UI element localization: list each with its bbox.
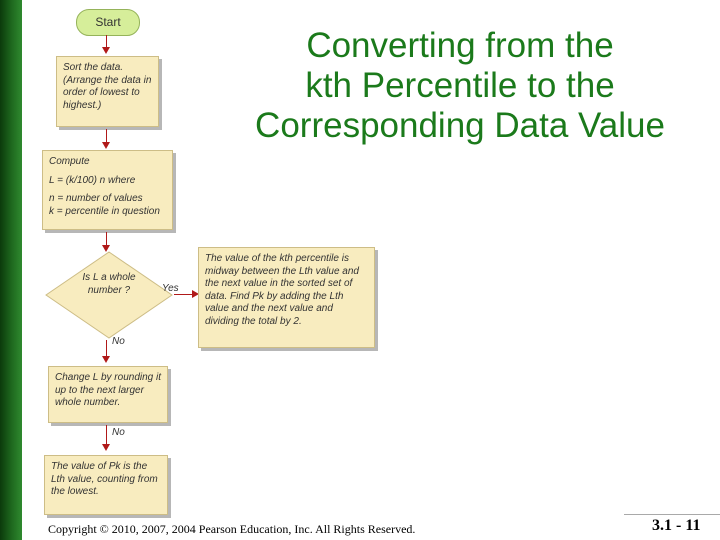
yes-label: Yes bbox=[162, 283, 179, 294]
whole-number-box: The value of the kth percentile is midway between the Lth value and the next value in the sorted set of data. Find Pk by adding the Lth value and the next value and dividing the total by 2. bbox=[198, 247, 375, 348]
no-label-2: No bbox=[112, 427, 125, 438]
start-node: Start bbox=[76, 9, 140, 36]
compute-heading: Compute bbox=[49, 156, 90, 167]
no-label-1: No bbox=[112, 336, 125, 347]
arrowhead-round-to-result bbox=[102, 444, 110, 451]
arrowhead-sort-to-compute bbox=[102, 142, 110, 149]
arrowhead-start-to-sort bbox=[102, 47, 110, 54]
sort-data-box: Sort the data. (Arrange the data in order of lowest to highest.) bbox=[56, 56, 159, 127]
arrowhead-no-to-round bbox=[102, 356, 110, 363]
compute-n-definition: n = number of values bbox=[49, 193, 143, 204]
result-box: The value of Pk is the Lth value, counting from the lowest. bbox=[44, 455, 168, 515]
compute-k-definition: k = percentile in question bbox=[49, 205, 160, 217]
compute-formula: L = (k/100) n where bbox=[49, 174, 136, 186]
slide-number: 3.1 - 11 bbox=[652, 517, 701, 534]
round-up-box: Change L by rounding it up to the next larger whole number. bbox=[48, 366, 168, 423]
left-sidebar-bar bbox=[0, 0, 22, 540]
title-line-1: Converting from the bbox=[306, 26, 614, 65]
slide-title bbox=[205, 26, 715, 146]
compute-box bbox=[42, 150, 173, 230]
title-line-2: kth Percentile to the bbox=[305, 66, 615, 105]
copyright-notice: Copyright © 2010, 2007, 2004 Pearson Education, Inc. All Rights Reserved. bbox=[48, 522, 416, 536]
decision-question: Is L a whole number ? bbox=[82, 272, 136, 296]
title-line-3: Corresponding Data Value bbox=[255, 106, 665, 145]
slide-number-rule bbox=[624, 514, 720, 515]
